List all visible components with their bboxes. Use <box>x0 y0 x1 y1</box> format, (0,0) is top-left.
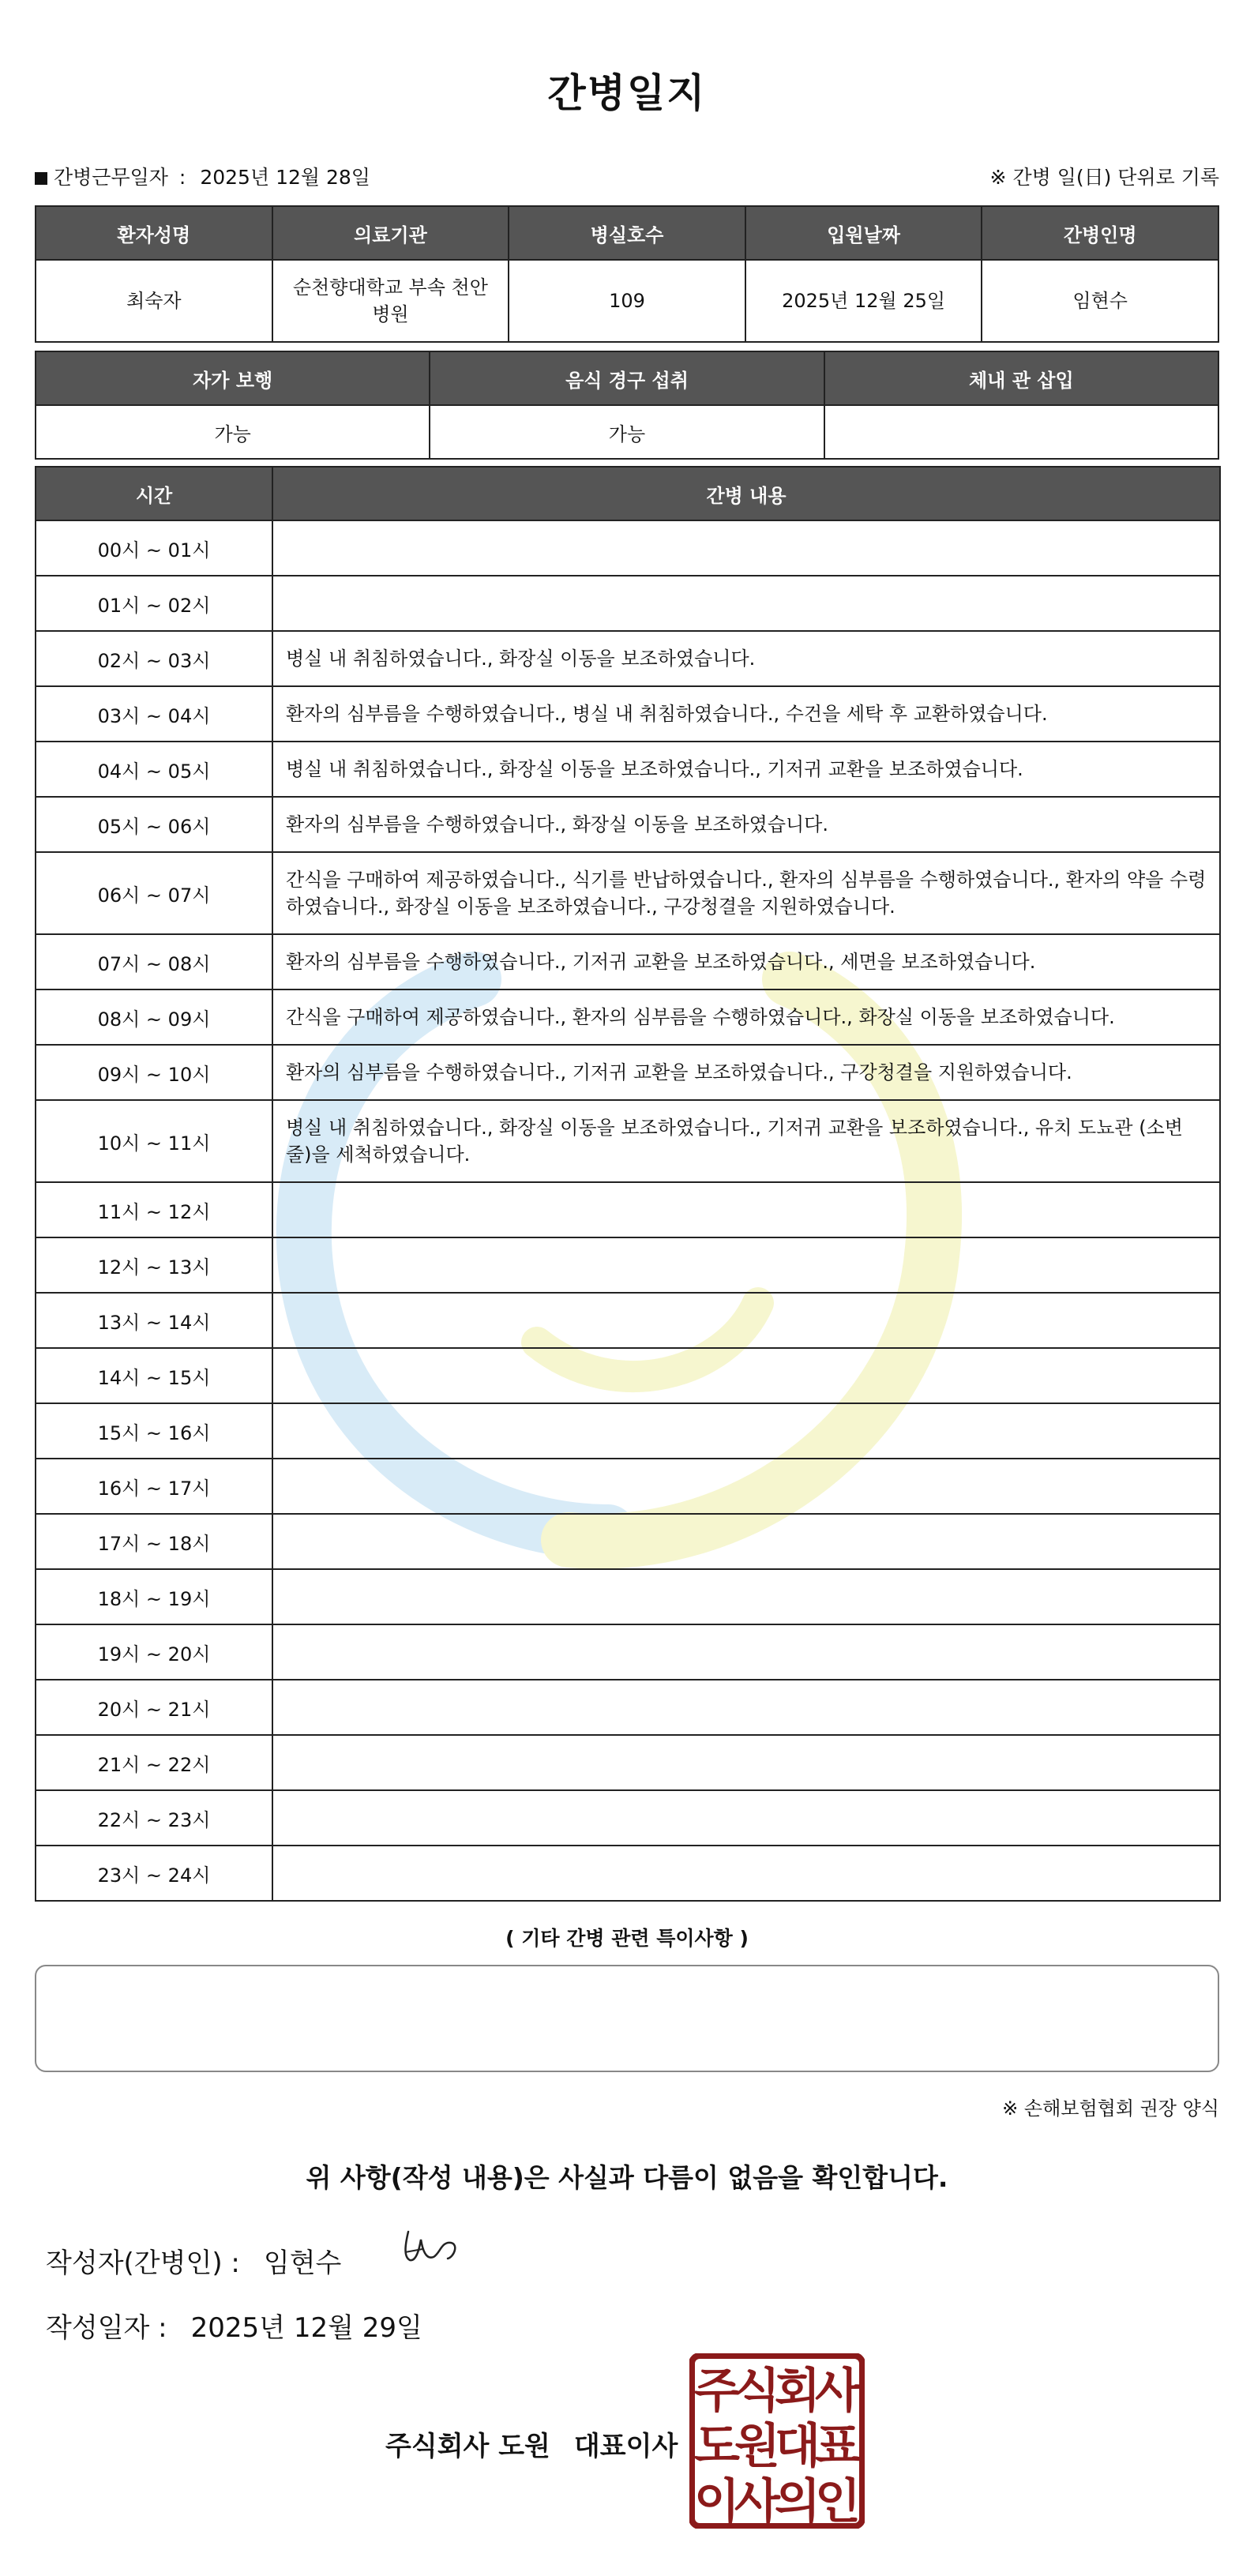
page-title: 간병일지 <box>547 70 707 116</box>
header-tube: 체내 관 삽입 <box>824 351 1218 405</box>
content-cell: 환자의 심부름을 수행하였습니다., 기저귀 교환을 보조하였습니다., 세면을 보조하였습니다. <box>272 934 1220 989</box>
work-date-separator: : <box>178 166 186 189</box>
content-cell <box>272 1846 1220 1901</box>
time-cell: 13시 ~ 14시 <box>36 1293 272 1348</box>
work-date-label: 간병근무일자 <box>54 166 168 189</box>
company-rep: 대표이사 <box>573 2431 678 2462</box>
table-row <box>36 934 1220 989</box>
writer-date-line <box>46 2306 422 2345</box>
content-cell: 병실 내 취침하였습니다., 화장실 이동을 보조하였습니다., 기저귀 교환을 보조하였습니다. <box>272 742 1220 797</box>
oral-intake-status: 가능 <box>430 405 824 459</box>
time-cell: 21시 ~ 22시 <box>36 1735 272 1790</box>
table-row <box>36 852 1220 934</box>
notes-box <box>35 1965 1219 2072</box>
svg-text:이: 이 <box>694 2474 740 2529</box>
caregiver-name: 임현수 <box>982 260 1218 342</box>
content-cell <box>272 1680 1220 1735</box>
svg-text:주: 주 <box>694 2364 740 2419</box>
patient-name: 최숙자 <box>36 260 272 342</box>
content-cell <box>272 1735 1220 1790</box>
time-cell: 04시 ~ 05시 <box>36 742 272 797</box>
time-cell: 09시 ~ 10시 <box>36 1045 272 1100</box>
header-patient-name: 환자성명 <box>36 206 272 260</box>
time-cell: 08시 ~ 09시 <box>36 989 272 1045</box>
content-cell <box>272 576 1220 631</box>
header-hospital: 의료기관 <box>272 206 509 260</box>
content-cell: 병실 내 취침하였습니다., 화장실 이동을 보조하였습니다., 기저귀 교환을 보조하였습니다., 유치 도뇨관 (소변줄)을 세척하였습니다. <box>272 1100 1220 1182</box>
table-row <box>36 1100 1220 1182</box>
table-row <box>36 1624 1220 1680</box>
table-row <box>36 1514 1220 1569</box>
svg-text:표: 표 <box>815 2419 861 2474</box>
header-room: 병실호수 <box>509 206 745 260</box>
svg-text:사: 사 <box>734 2474 780 2529</box>
time-cell: 05시 ~ 06시 <box>36 797 272 852</box>
content-cell <box>272 1348 1220 1403</box>
time-cell: 02시 ~ 03시 <box>36 631 272 686</box>
hospital-name: 순천향대학교 부속 천안 병원 <box>272 260 509 342</box>
patient-header-row <box>36 206 1218 260</box>
table-row <box>36 1182 1220 1237</box>
time-cell: 22시 ~ 23시 <box>36 1790 272 1846</box>
company-line <box>385 2424 678 2463</box>
time-cell: 19시 ~ 20시 <box>36 1624 272 1680</box>
unit-note: ※ 간병 일(日) 단위로 기록 <box>989 166 1219 189</box>
table-row <box>36 1045 1220 1100</box>
admit-date: 2025년 12월 25일 <box>745 260 982 342</box>
header-walking: 자가 보행 <box>36 351 430 405</box>
svg-text:식: 식 <box>734 2364 780 2419</box>
table-row <box>36 1293 1220 1348</box>
content-cell: 간식을 구매하여 제공하였습니다., 환자의 심부름을 수행하였습니다., 화장실 이동을 보조하였습니다. <box>272 989 1220 1045</box>
content-cell <box>272 1182 1220 1237</box>
patient-status-table <box>35 351 1219 460</box>
table-row <box>36 1680 1220 1735</box>
walking-status: 가능 <box>36 405 430 459</box>
header-content: 간병 내용 <box>272 467 1220 520</box>
table-row <box>36 742 1220 797</box>
content-cell: 환자의 심부름을 수행하였습니다., 기저귀 교환을 보조하였습니다., 구강청결을 지원하였습니다. <box>272 1045 1220 1100</box>
content-cell <box>272 1403 1220 1459</box>
writer-line <box>46 2241 341 2280</box>
content-cell <box>272 1790 1220 1846</box>
writer-label: 작성자(간병인) : <box>46 2247 240 2279</box>
time-cell: 14시 ~ 15시 <box>36 1348 272 1403</box>
square-bullet-icon <box>35 172 47 185</box>
time-cell: 00시 ~ 01시 <box>36 520 272 576</box>
company-seal <box>689 2353 865 2529</box>
content-cell: 간식을 구매하여 제공하였습니다., 식기를 반납하였습니다., 환자의 심부름을 수행하였습니다., 환자의 약을 수령하였습니다., 화장실 이동을 보조하였습니다., 구강청결을 지원하였습니다. <box>272 852 1220 934</box>
time-cell: 23시 ~ 24시 <box>36 1846 272 1901</box>
time-cell: 20시 ~ 21시 <box>36 1680 272 1735</box>
time-cell: 12시 ~ 13시 <box>36 1237 272 1293</box>
table-row <box>36 1735 1220 1790</box>
svg-text:회: 회 <box>775 2364 820 2419</box>
content-cell: 환자의 심부름을 수행하였습니다., 병실 내 취침하였습니다., 수건을 세탁 후 교환하였습니다. <box>272 686 1220 742</box>
table-row <box>36 989 1220 1045</box>
tube-status <box>824 405 1218 459</box>
table-row <box>36 1403 1220 1459</box>
notes-title: ( 기타 간병 관련 특이사항 ) <box>505 1927 749 1950</box>
content-cell <box>272 1569 1220 1624</box>
signature-image <box>399 2225 470 2273</box>
table-row <box>36 1237 1220 1293</box>
form-footnote: ※ 손해보험협회 권장 양식 <box>1002 2097 1219 2120</box>
content-cell <box>272 520 1220 576</box>
writer-name: 임현수 <box>263 2247 342 2279</box>
table-row <box>36 1459 1220 1514</box>
care-log-table <box>35 466 1221 1902</box>
status-header-row <box>36 351 1218 405</box>
work-date-value: 2025년 12월 28일 <box>200 166 370 189</box>
header-oral-intake: 음식 경구 섭취 <box>430 351 824 405</box>
content-cell <box>272 1237 1220 1293</box>
status-value-row <box>36 405 1218 459</box>
content-cell <box>272 1293 1220 1348</box>
svg-text:의: 의 <box>775 2474 820 2529</box>
time-cell: 10시 ~ 11시 <box>36 1100 272 1182</box>
time-cell: 03시 ~ 04시 <box>36 686 272 742</box>
svg-text:도: 도 <box>694 2419 740 2474</box>
time-cell: 06시 ~ 07시 <box>36 852 272 934</box>
svg-text:사: 사 <box>815 2364 861 2419</box>
company-name: 주식회사 도원 <box>385 2431 550 2462</box>
care-log-header-row <box>36 467 1220 520</box>
header-caregiver: 간병인명 <box>982 206 1218 260</box>
time-cell: 15시 ~ 16시 <box>36 1403 272 1459</box>
content-cell <box>272 1514 1220 1569</box>
svg-text:인: 인 <box>815 2474 861 2529</box>
confirmation-statement: 위 사항(작성 내용)은 사실과 다름이 없음을 확인합니다. <box>306 2162 948 2193</box>
time-cell: 17시 ~ 18시 <box>36 1514 272 1569</box>
writer-date-label: 작성일자 : <box>46 2312 167 2344</box>
room-number: 109 <box>509 260 745 342</box>
header-time: 시간 <box>36 467 272 520</box>
content-cell: 환자의 심부름을 수행하였습니다., 화장실 이동을 보조하였습니다. <box>272 797 1220 852</box>
table-row <box>36 686 1220 742</box>
table-row <box>36 1790 1220 1846</box>
work-date <box>35 162 370 190</box>
svg-text:원: 원 <box>734 2419 780 2474</box>
content-cell <box>272 1459 1220 1514</box>
content-cell <box>272 1624 1220 1680</box>
meta-row <box>35 162 1219 193</box>
table-row <box>36 1846 1220 1901</box>
time-cell: 07시 ~ 08시 <box>36 934 272 989</box>
patient-info-table <box>35 205 1219 343</box>
time-cell: 01시 ~ 02시 <box>36 576 272 631</box>
table-row <box>36 576 1220 631</box>
table-row <box>36 1348 1220 1403</box>
patient-value-row <box>36 260 1218 342</box>
table-row <box>36 520 1220 576</box>
time-cell: 16시 ~ 17시 <box>36 1459 272 1514</box>
svg-text:대: 대 <box>775 2419 820 2474</box>
table-row <box>36 797 1220 852</box>
writer-date-value: 2025년 12월 29일 <box>190 2312 422 2344</box>
table-row <box>36 1569 1220 1624</box>
time-cell: 18시 ~ 19시 <box>36 1569 272 1624</box>
table-row <box>36 631 1220 686</box>
content-cell: 병실 내 취침하였습니다., 화장실 이동을 보조하였습니다. <box>272 631 1220 686</box>
time-cell: 11시 ~ 12시 <box>36 1182 272 1237</box>
header-admit-date: 입원날짜 <box>745 206 982 260</box>
